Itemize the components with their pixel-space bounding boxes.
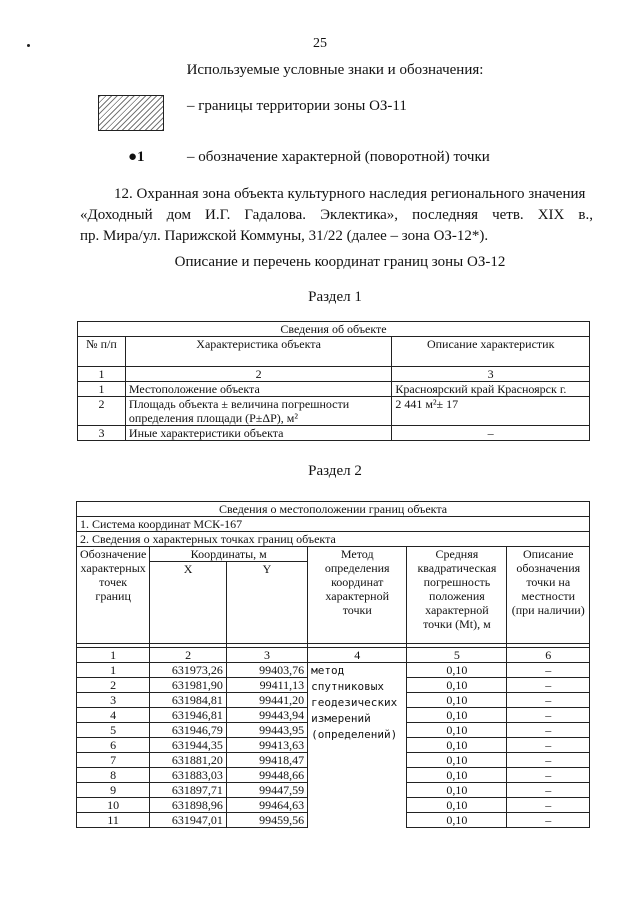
header-cell: Обозначение характерных точек границ — [77, 547, 150, 644]
coordinate-system: 1. Система координат МСК-167 — [77, 517, 590, 532]
header-cell: Y — [226, 562, 307, 644]
table-cell: 2 441 м²± 17 — [392, 397, 590, 426]
header-cell: Координаты, м — [150, 547, 308, 562]
description-cell: – — [507, 753, 590, 768]
header-cell: Средняя квадратическая погрешность положения характерной точки (Mt), м — [407, 547, 507, 644]
description-cell: – — [507, 783, 590, 798]
column-number: 6 — [507, 648, 590, 663]
page-number: 25 — [313, 36, 327, 51]
column-number: 2 — [150, 648, 227, 663]
coord-x: 631947,01 — [150, 813, 227, 828]
coord-x: 631897,71 — [150, 783, 227, 798]
object-info-table — [77, 321, 590, 441]
point-id: 1 — [77, 663, 150, 678]
paragraph-line: «Доходный дом И.Г. Гадалова. Эклектика», последняя четв. XIX в., — [80, 207, 593, 223]
coord-x: 631883,03 — [150, 768, 227, 783]
point-id: 3 — [77, 693, 150, 708]
column-number: 5 — [407, 648, 507, 663]
method-cell: метод спутниковых геодезических измерений (определений) — [308, 663, 407, 828]
table-cell: Площадь объекта ± величина погрешности определения площади (P±ΔP), м² — [125, 397, 391, 426]
coord-y: 99443,94 — [226, 708, 307, 723]
description-cell: – — [507, 693, 590, 708]
description-cell: – — [507, 663, 590, 678]
margin-dot — [27, 44, 30, 47]
coord-x: 631984,81 — [150, 693, 227, 708]
hatched-zone-symbol — [98, 95, 164, 131]
boundary-points-table — [76, 501, 590, 828]
error-cell: 0,10 — [407, 708, 507, 723]
coord-x: 631981,90 — [150, 678, 227, 693]
column-number: 4 — [308, 648, 407, 663]
header-cell: Описание характеристик — [392, 337, 590, 367]
coord-y: 99403,76 — [226, 663, 307, 678]
section-2-title: Раздел 2 — [308, 463, 362, 479]
legend-boundary-text: – границы территории зоны ОЗ-11 — [187, 98, 407, 114]
paragraph-line: пр. Мира/ул. Парижской Коммуны, 31/22 (далее – зона ОЗ-12*). — [80, 228, 489, 244]
point-id: 5 — [77, 723, 150, 738]
coord-y: 99411,13 — [226, 678, 307, 693]
error-cell: 0,10 — [407, 723, 507, 738]
table-cell: 2 — [78, 397, 126, 426]
point-id: 8 — [77, 768, 150, 783]
section-1-title: Раздел 1 — [308, 289, 362, 305]
description-cell: – — [507, 813, 590, 828]
table-title: Сведения о местоположении границ объекта — [77, 502, 590, 517]
table-title: Сведения об объекте — [78, 322, 590, 337]
header-cell: Метод определения координат характерной точки — [308, 547, 407, 644]
point-id: 10 — [77, 798, 150, 813]
coord-y: 99464,63 — [226, 798, 307, 813]
description-cell: – — [507, 708, 590, 723]
point-id: 2 — [77, 678, 150, 693]
coord-x: 631946,81 — [150, 708, 227, 723]
paragraph-line: 12. Охранная зона объекта культурного наследия регионального значения — [114, 186, 586, 202]
table-cell: 1 — [78, 382, 126, 397]
points-subtitle: 2. Сведения о характерных точках границ объекта — [77, 532, 590, 547]
table-cell: – — [392, 426, 590, 441]
coord-x: 631946,79 — [150, 723, 227, 738]
table-cell: Иные характеристики объекта — [125, 426, 391, 441]
column-number: 1 — [78, 367, 126, 382]
column-number: 2 — [125, 367, 391, 382]
coord-x: 631898,96 — [150, 798, 227, 813]
point-id: 4 — [77, 708, 150, 723]
coord-y: 99443,95 — [226, 723, 307, 738]
legend-point-text: – обозначение характерной (поворотной) точки — [187, 149, 490, 165]
coord-x: 631973,26 — [150, 663, 227, 678]
error-cell: 0,10 — [407, 678, 507, 693]
error-cell: 0,10 — [407, 813, 507, 828]
coord-y: 99447,59 — [226, 783, 307, 798]
description-cell: – — [507, 798, 590, 813]
description-cell: – — [507, 678, 590, 693]
point-id: 9 — [77, 783, 150, 798]
header-cell: № п/п — [78, 337, 126, 367]
error-cell: 0,10 — [407, 783, 507, 798]
point-symbol: ●1 — [128, 149, 145, 165]
coordinates-heading: Описание и перечень координат границ зоны ОЗ-12 — [174, 254, 506, 270]
coord-y: 99441,20 — [226, 693, 307, 708]
legend-title: Используемые условные знаки и обозначения: — [186, 62, 484, 78]
header-cell: Характеристика объекта — [125, 337, 391, 367]
error-cell: 0,10 — [407, 663, 507, 678]
point-id: 11 — [77, 813, 150, 828]
coord-y: 99459,56 — [226, 813, 307, 828]
description-cell: – — [507, 723, 590, 738]
table-cell: 3 — [78, 426, 126, 441]
coord-x: 631881,20 — [150, 753, 227, 768]
column-number: 1 — [77, 648, 150, 663]
header-cell: X — [150, 562, 227, 644]
error-cell: 0,10 — [407, 753, 507, 768]
coord-y: 99413,63 — [226, 738, 307, 753]
column-number: 3 — [392, 367, 590, 382]
column-number: 3 — [226, 648, 307, 663]
header-cell: Описание обозначения точки на местности (при наличии) — [507, 547, 590, 644]
error-cell: 0,10 — [407, 693, 507, 708]
table-cell: Красноярский край Красноярск г. — [392, 382, 590, 397]
point-id: 7 — [77, 753, 150, 768]
description-cell: – — [507, 768, 590, 783]
coord-x: 631944,35 — [150, 738, 227, 753]
table-cell: Местоположение объекта — [125, 382, 391, 397]
point-id: 6 — [77, 738, 150, 753]
description-cell: – — [507, 738, 590, 753]
error-cell: 0,10 — [407, 738, 507, 753]
zone-description-paragraph — [80, 184, 593, 247]
coord-y: 99448,66 — [226, 768, 307, 783]
error-cell: 0,10 — [407, 768, 507, 783]
error-cell: 0,10 — [407, 798, 507, 813]
coord-y: 99418,47 — [226, 753, 307, 768]
